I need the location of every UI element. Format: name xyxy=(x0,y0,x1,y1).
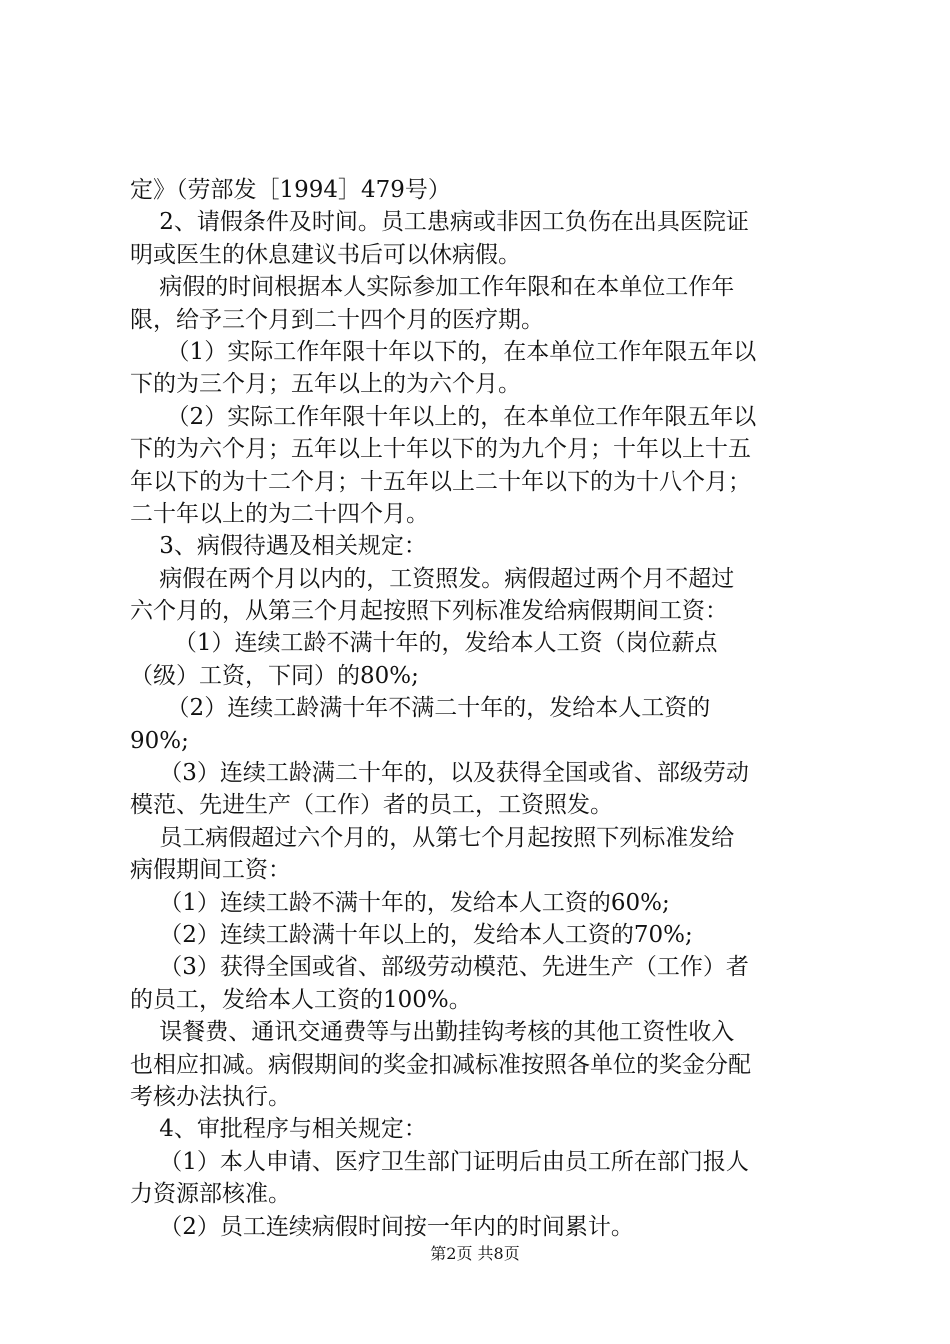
text-line: （1）连续工龄不满十年的，发给本人工资（岗位薪点 xyxy=(130,630,718,657)
text-line: 病假期间工资： xyxy=(130,857,291,884)
page-number-footer: 第2页 共8页 xyxy=(430,1244,520,1263)
text-line: 明或医生的休息建议书后可以休病假。 xyxy=(130,241,521,268)
text-line: 定》（劳部发［1994］479号） xyxy=(130,177,451,203)
text-line: 力资源部核准。 xyxy=(130,1181,291,1208)
text-line: 误餐费、通讯交通费等与出勤挂钩考核的其他工资性收入 xyxy=(130,1019,735,1046)
text-line: 4、审批程序与相关规定： xyxy=(130,1116,427,1143)
text-line: 员工病假超过六个月的，从第七个月起按照下列标准发给 xyxy=(130,824,735,851)
text-line: 模范、先进生产（工作）者的员工，工资照发。 xyxy=(130,792,613,819)
text-line: 90%; xyxy=(130,727,189,754)
text-line: （2）连续工龄满十年以上的，发给本人工资的70%; xyxy=(130,921,693,948)
text-line: 下的为六个月；五年以上十年以下的为九个月；十年以上十五 xyxy=(130,436,751,463)
text-line: 的员工，发给本人工资的100%。 xyxy=(130,986,472,1013)
text-line: 病假在两个月以内的，工资照发。病假超过两个月不超过 xyxy=(130,565,735,592)
text-line: 也相应扣减。病假期间的奖金扣减标准按照各单位的奖金分配 xyxy=(130,1051,751,1078)
text-line: 年以下的为十二个月；十五年以上二十年以下的为十八个月； xyxy=(130,468,751,495)
text-line: （1）实际工作年限十年以下的，在本单位工作年限五年以 xyxy=(130,338,757,365)
text-line: 限，给予三个月到二十四个月的医疗期。 xyxy=(130,306,544,333)
text-line: 考核办法执行。 xyxy=(130,1083,291,1110)
text-line: 二十年以上的为二十四个月。 xyxy=(130,500,429,527)
text-line: （3）连续工龄满二十年的，以及获得全国或省、部级劳动 xyxy=(130,760,749,787)
text-line: （2）实际工作年限十年以上的，在本单位工作年限五年以 xyxy=(130,403,757,430)
text-line: （级）工资，下同）的80%; xyxy=(130,662,419,689)
text-line: （2）员工连续病假时间按一年内的时间累计。 xyxy=(130,1213,634,1240)
text-line: 六个月的，从第三个月起按照下列标准发给病假期间工资： xyxy=(130,598,728,625)
text-line: 2、请假条件及时间。员工患病或非因工负伤在出具医院证 xyxy=(130,209,749,236)
text-line: （3）获得全国或省、部级劳动模范、先进生产（工作）者 xyxy=(130,954,749,981)
text-line: 3、病假待遇及相关规定： xyxy=(130,533,427,560)
text-line: （2）连续工龄满十年不满二十年的，发给本人工资的 xyxy=(130,695,711,722)
text-line: （1）本人申请、医疗卫生部门证明后由员工所在部门报人 xyxy=(130,1148,749,1175)
text-line: （1）连续工龄不满十年的，发给本人工资的60%; xyxy=(130,889,670,916)
text-line: 下的为三个月；五年以上的为六个月。 xyxy=(130,371,521,398)
text-line: 病假的时间根据本人实际参加工作年限和在本单位工作年 xyxy=(130,274,735,301)
document-body xyxy=(130,174,830,1243)
